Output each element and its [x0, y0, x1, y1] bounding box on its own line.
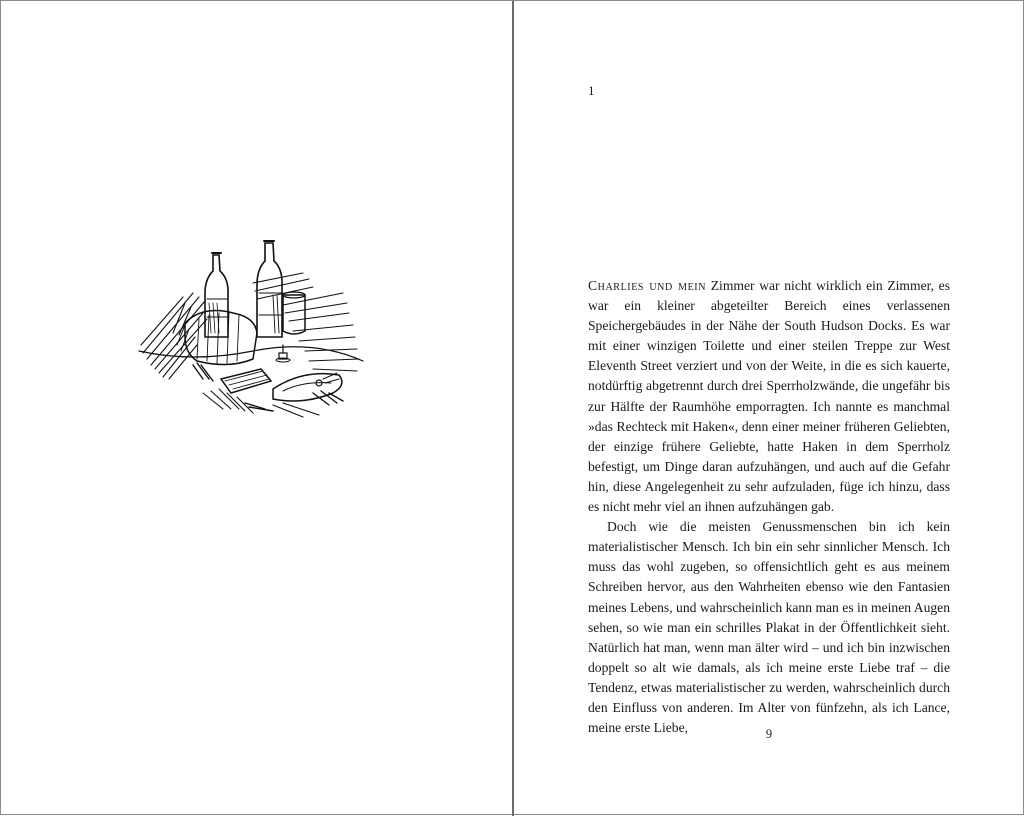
still-life-illustration: [133, 233, 369, 423]
paragraph-text: Zimmer war nicht wirklich ein Zimmer, es war ein kleiner abgeteilter Bereich eines verlassenen Speichergebäudes in der Nähe der South Hudson Docks. Es war mit einer winzigen Toilette und einer steilen Treppe zur West Eleventh Street verziert und von der Weite, in die es sich kauerte, notdürftig abgetrennt durch drei Sperrholzwände, die ungefähr bis zur Hälfte der Raumhöhe emporragten. Ich nannte es manchmal »das Rechteck mit Haken«, denn einer meiner früheren Geliebten, der einzige frühere Geliebte, hatte Haken in dem Sperrholz befestigt, um Dinge daran aufzuhängen, und auch auf die Gefahr hin, diese Angelegenheit zu sehr aufzuladen, füge ich hinzu, dass es nicht mehr viel an ihnen aufzuhängen gab.: [588, 278, 950, 515]
paragraph: [588, 276, 950, 517]
paragraph-lead: Charlies und mein: [588, 278, 707, 293]
page-number: 9: [765, 727, 773, 741]
paragraph-text: Doch wie die meisten Genussmenschen bin ich kein materialistischer Mensch. Ich bin ein sehr sinnlicher Mensch. Ich muss das wohl zugeben, so offensichtlich geht es aus meinem Schreiben hervor, aus den Wahrheiten ebenso wie den Fantasien meines Lebens, und wahrscheinlich kann man es in meinen Augen sehen, so wie man ein schrilles Plakat in der Öffentlichkeit sieht. Natürlich hat man, wenn man älter wird – und ich bin inzwischen doppelt so alt wie damals, als ich meine erste Liebe traf – die Tendenz, etwas materialistischer zu werden, wahrscheinlich durch den Einfluss von anderen. Im Alter von fünfzehn, als ich Lance, meine erste Liebe,: [588, 519, 950, 736]
body-text: [588, 276, 950, 738]
paragraph: [588, 517, 950, 738]
right-page: [514, 1, 1024, 816]
left-page: [1, 1, 512, 816]
chapter-number: 1: [588, 83, 595, 98]
